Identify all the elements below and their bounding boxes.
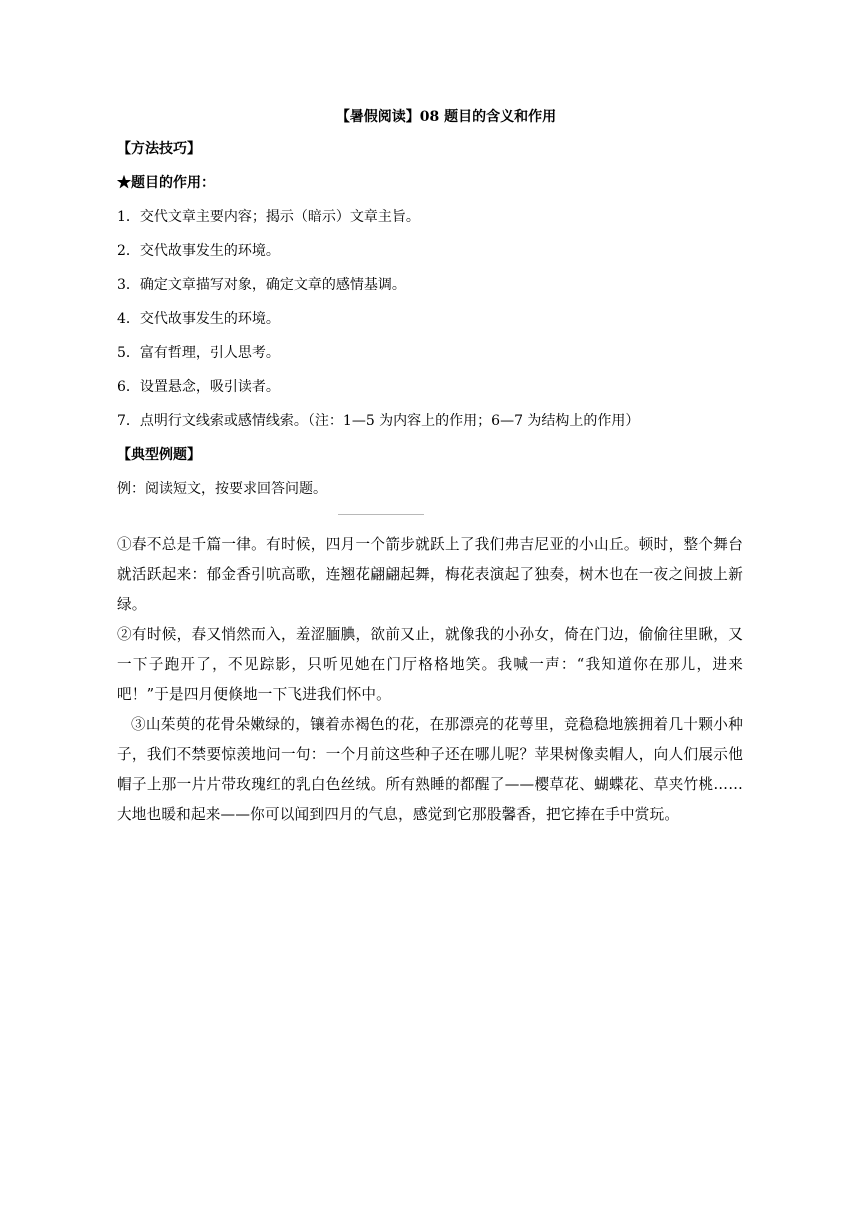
document-content bbox=[117, 108, 743, 830]
passage-paragraph-1: ①春不总是千篇一律。有时候，四月一个箭步就跃上了我们弗吉尼亚的小山丘。顿时，整个舞台就活跃起来：郁金香引吭高歌，连翘花翩翩起舞，梅花表演起了独奏，树木也在一夜之间披上新绿。 bbox=[117, 536, 743, 613]
method-item-6: 6．设置悬念，吸引读者。 bbox=[117, 379, 280, 395]
passage-paragraph-3: ③山茱萸的花骨朵嫩绿的，镶着赤褐色的花，在那漂亮的花萼里，竞稳稳地簇拥着几十颗小种子，我们不禁要惊羡地问一句：一个月前这些种子还在哪儿呢？苹果树像卖帽人，向人们展示他帽子上那一片片带玫瑰红的乳白色丝绒。所有熟睡的都醒了——樱草花、蝴蝶花、草夹竹桃……大地也暖和起来——你可以闻到四月的气息，感觉到它那股馨香，把它捧在手中赏玩。 bbox=[117, 716, 743, 823]
method-item-3: 3．确定文章描写对象，确定文章的感情基调。 bbox=[117, 277, 406, 293]
method-item-5: 5．富有哲理，引人思考。 bbox=[117, 345, 280, 361]
passage-paragraph-2: ②有时候，春又悄然而入，羞涩腼腆，欲前又止，就像我的小孙女，倚在门边，偷偷往里瞅，又一下子跑开了，不见踪影，只听见她在门厅格格地笑。我喊一声：“我知道你在那儿，进来吧！”于是四月便倏地一下飞进我们怀中。 bbox=[117, 626, 743, 703]
divider-line bbox=[338, 514, 424, 515]
title-function-subheading: ★题目的作用： bbox=[117, 175, 215, 191]
methods-heading: 【方法技巧】 bbox=[117, 141, 201, 157]
method-item-4: 4．交代故事发生的环境。 bbox=[117, 311, 280, 327]
examples-heading: 【典型例题】 bbox=[117, 447, 201, 463]
method-item-7: 7．点明行文线索或感情线索。（注：1—5 为内容上的作用；6—7 为结构上的作用） bbox=[117, 413, 640, 429]
method-item-2: 2．交代故事发生的环境。 bbox=[117, 243, 280, 259]
document-title: 【暑假阅读】08 题目的含义和作用 bbox=[335, 109, 557, 125]
method-item-1: 1．交代文章主要内容；揭示（暗示）文章主旨。 bbox=[117, 209, 420, 225]
example-intro: 例：阅读短文，按要求回答问题。 bbox=[117, 481, 327, 497]
